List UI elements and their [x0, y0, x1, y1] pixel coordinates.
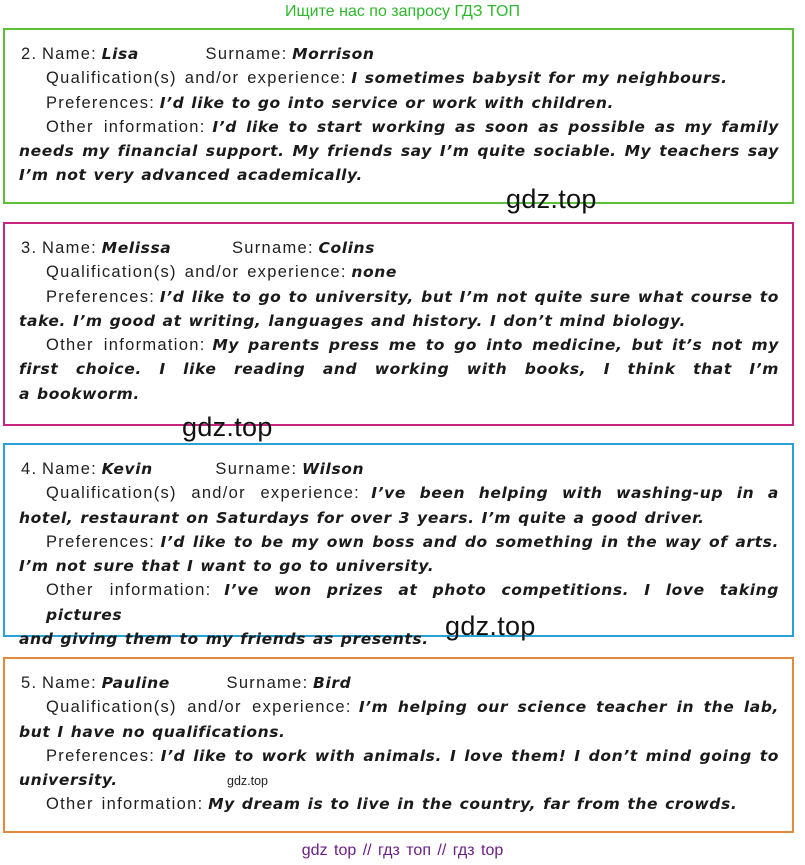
preferences-continuation: [19, 554, 779, 578]
surname-label: Surname:: [226, 674, 309, 692]
other-info-label: Other information:: [46, 336, 206, 355]
qualification-line: [19, 481, 779, 505]
other-info-value: I’m not very advanced academically.: [19, 166, 363, 185]
other-info-continuation: [19, 357, 779, 381]
name-value: Kevin: [101, 460, 153, 478]
other-info-value: I’d like to start working as soon as possible as my family: [212, 117, 779, 136]
candidate-card-pauline: [3, 657, 794, 833]
surname-value: Wilson: [301, 460, 365, 478]
preferences-value: I’d like to work with animals. I love them! I don’t mind going to: [160, 746, 779, 765]
candidate-card-melissa: [3, 222, 794, 426]
preferences-label: Preferences:: [46, 532, 156, 551]
other-info-value: I’ve won prizes at photo competitions. I love taking pictures: [46, 581, 779, 624]
watermark: gdz.top: [182, 412, 273, 442]
other-info-value: and giving them to my friends as presents.: [19, 630, 429, 649]
card-number: 4.: [21, 460, 38, 478]
preferences-line: [19, 91, 779, 115]
surname-value: Morrison: [292, 45, 375, 63]
qualification-continuation: [19, 506, 779, 530]
preferences-value: I’m not sure that I want to go to university.: [19, 557, 435, 576]
other-info-value: needs my financial support. My friends say I’m quite sociable. My teachers say: [19, 142, 779, 161]
name-value: Lisa: [101, 45, 139, 63]
preferences-label: Preferences:: [46, 287, 156, 306]
qualification-value: none: [351, 263, 398, 282]
other-info-label: Other information:: [46, 117, 206, 136]
card-number: 2.: [21, 45, 38, 63]
surname-label: Surname:: [215, 460, 298, 478]
other-info-continuation: [19, 139, 779, 163]
qualification-value: but I have no qualifications.: [19, 722, 286, 741]
top-banner[interactable]: Ищите нас по запросу ГДЗ ТОП: [285, 3, 520, 20]
qualification-label: Qualification(s) and/or experience:: [46, 263, 347, 282]
qualification-line: [19, 66, 779, 90]
qualification-value: I’m helping our science teacher in the lab,: [358, 698, 780, 717]
qualification-continuation: [19, 720, 779, 744]
surname-value: Colins: [318, 239, 375, 257]
candidate-card-lisa: [3, 28, 794, 204]
qualification-value: I’ve been helping with washing-up in a: [371, 484, 779, 503]
other-info-label: Other information:: [46, 795, 204, 814]
other-info-continuation: [19, 163, 779, 187]
other-info-line: [19, 792, 779, 816]
preferences-value: I’d like to go into service or work with children.: [159, 93, 614, 112]
other-info-line: [19, 578, 779, 627]
card-number: 5.: [21, 674, 38, 692]
card-content: [19, 42, 779, 188]
card-number: 3.: [21, 239, 38, 257]
preferences-line: [19, 285, 779, 309]
name-value: Melissa: [101, 239, 172, 257]
name-line: [19, 457, 779, 481]
qualification-value: hotel, restaurant on Saturdays for over 3 years. I’m quite a good driver.: [19, 508, 705, 527]
name-line: [19, 236, 779, 260]
preferences-value: take. I’m good at writing, languages and history. I don’t mind biology.: [19, 311, 686, 330]
preferences-value: I’d like to go to university, but I’m not quite sure what course to: [159, 287, 779, 306]
other-info-value: first choice. I like reading and working with books, I think that I’m: [19, 360, 779, 379]
preferences-value: university.: [19, 771, 118, 790]
bottom-banner[interactable]: gdz top // гдз топ // гдз top: [301, 842, 504, 859]
preferences-value: I’d like to be my own boss and do something in the way of arts.: [160, 532, 779, 551]
qualification-value: I sometimes babysit for my neighbours.: [351, 69, 728, 88]
other-info-line: [19, 115, 779, 139]
preferences-label: Preferences:: [46, 746, 156, 765]
watermark-small: gdz.top: [227, 774, 269, 788]
preferences-continuation: [19, 768, 779, 792]
card-content: [19, 671, 779, 817]
surname-value: Bird: [313, 674, 352, 692]
preferences-line: [19, 744, 779, 768]
qualification-label: Qualification(s) and/or experience:: [46, 69, 347, 88]
watermark: gdz.top: [506, 184, 597, 214]
preferences-label: Preferences:: [46, 93, 156, 112]
name-label: Name:: [41, 674, 98, 692]
preferences-line: [19, 530, 779, 554]
preferences-continuation: [19, 309, 779, 333]
other-info-value: a bookworm.: [19, 384, 140, 403]
other-info-continuation: [19, 627, 779, 651]
name-label: Name:: [41, 460, 98, 478]
other-info-line: [19, 333, 779, 357]
surname-label: Surname:: [231, 239, 314, 257]
other-info-value: My parents press me to go into medicine, but it’s not my: [212, 336, 779, 355]
watermark: gdz.top: [445, 611, 536, 641]
card-content: [19, 457, 779, 651]
qualification-label: Qualification(s) and/or experience:: [46, 698, 352, 717]
other-info-label: Other information:: [46, 581, 212, 600]
card-content: [19, 236, 779, 406]
name-value: Pauline: [101, 674, 170, 692]
qualification-line: [19, 260, 779, 284]
other-info-value: My dream is to live in the country, far from the crowds.: [208, 795, 738, 814]
qualification-line: [19, 695, 779, 719]
surname-label: Surname:: [205, 45, 288, 63]
name-label: Name:: [41, 239, 98, 257]
name-label: Name:: [41, 45, 98, 63]
other-info-continuation: [19, 382, 779, 406]
qualification-label: Qualification(s) and/or experience:: [46, 484, 361, 503]
name-line: [19, 42, 779, 66]
name-line: [19, 671, 779, 695]
candidate-card-kevin: [3, 443, 794, 649]
